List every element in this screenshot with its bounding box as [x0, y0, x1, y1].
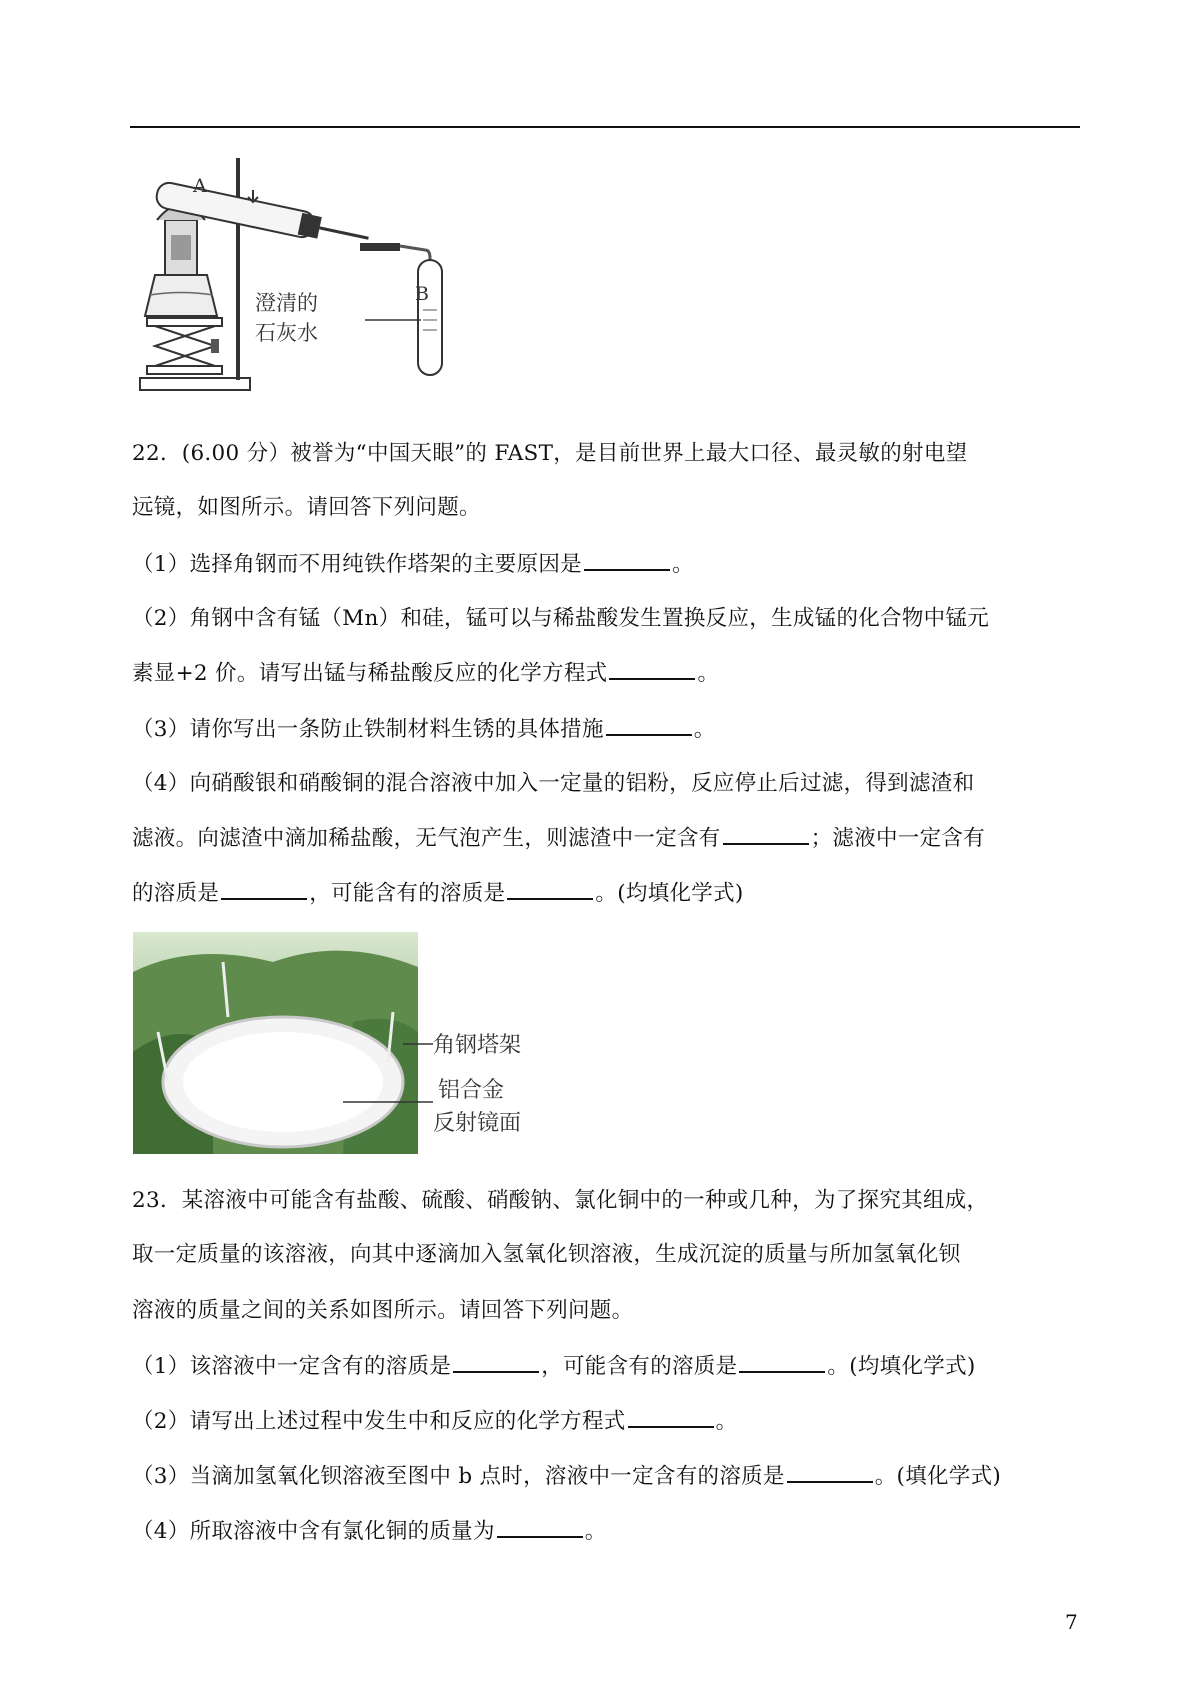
q23-line2: 取一定质量的该溶液，向其中逐滴加入氢氧化钡溶液，生成沉淀的质量与所加氢氧化钡	[132, 1242, 961, 1267]
fast-telescope-figure	[133, 932, 558, 1154]
answer-blank[interactable]	[723, 823, 809, 845]
q22-part4-line3: 的溶质是 ，可能含有的溶质是 。(均填化学式)	[132, 878, 744, 909]
q22-part2-line1: （2）角钢中含有锰（Mn）和硅，锰可以与稀盐酸发生置换反应，生成锰的化合物中锰元	[132, 606, 990, 631]
label-reflector: 反射镜面	[433, 1111, 522, 1136]
q22-part2-line2: 素显+2 价。请写出锰与稀盐酸反应的化学方程式 。	[132, 658, 719, 689]
page-number: 7	[1065, 1610, 1078, 1634]
apparatus-figure	[135, 150, 465, 412]
answer-blank[interactable]	[606, 714, 692, 736]
answer-blank[interactable]	[787, 1461, 873, 1483]
q23-part2: （2）请写出上述过程中发生中和反应的化学方程式 。	[132, 1406, 737, 1437]
q22-line1: 22．(6.00 分）被誉为“中国天眼”的 FAST，是目前世界上最大口径、最灵敏的射电望	[132, 441, 968, 466]
q23-part1: （1）该溶液中一定含有的溶质是 ，可能含有的溶质是 。(均填化学式)	[132, 1351, 976, 1382]
label-aluminum-alloy: 铝合金	[438, 1078, 505, 1103]
q22-part1: （1）选择角钢而不用纯铁作塔架的主要原因是 。	[132, 549, 694, 580]
answer-blank[interactable]	[739, 1351, 825, 1373]
caption-limewater-2: 石灰水	[255, 321, 318, 345]
answer-blank[interactable]	[221, 878, 307, 900]
answer-blank[interactable]	[628, 1406, 714, 1428]
answer-blank[interactable]	[584, 549, 670, 571]
q23-line3: 溶液的质量之间的关系如图所示。请回答下列问题。	[132, 1298, 634, 1323]
q22-part4-line1: （4）向硝酸银和硝酸铜的混合溶液中加入一定量的铝粉，反应停止后过滤，得到滤渣和	[132, 771, 975, 796]
answer-blank[interactable]	[609, 658, 695, 680]
q23-line1: 23．某溶液中可能含有盐酸、硫酸、硝酸钠、氯化铜中的一种或几种，为了探究其组成，	[132, 1188, 989, 1213]
answer-blank[interactable]	[453, 1351, 539, 1373]
answer-blank[interactable]	[507, 878, 593, 900]
label-b: B	[415, 283, 429, 305]
label-a: A	[193, 175, 207, 197]
caption-limewater-1: 澄清的	[255, 291, 318, 315]
label-angle-steel-tower: 角钢塔架	[433, 1033, 522, 1058]
q22-part3: （3）请你写出一条防止铁制材料生锈的具体措施 。	[132, 714, 716, 745]
answer-blank[interactable]	[497, 1516, 583, 1538]
q22-line2: 远镜，如图所示。请回答下列问题。	[132, 495, 481, 520]
q23-part3: （3）当滴加氢氧化钡溶液至图中 b 点时，溶液中一定含有的溶质是 。(填化学式)	[132, 1461, 1001, 1492]
header-rule	[130, 126, 1080, 128]
q23-part4: （4）所取溶液中含有氯化铜的质量为 。	[132, 1516, 607, 1547]
q22-part4-line2: 滤液。向滤渣中滴加稀盐酸，无气泡产生，则滤渣中一定含有 ；滤液中一定含有	[132, 823, 985, 854]
